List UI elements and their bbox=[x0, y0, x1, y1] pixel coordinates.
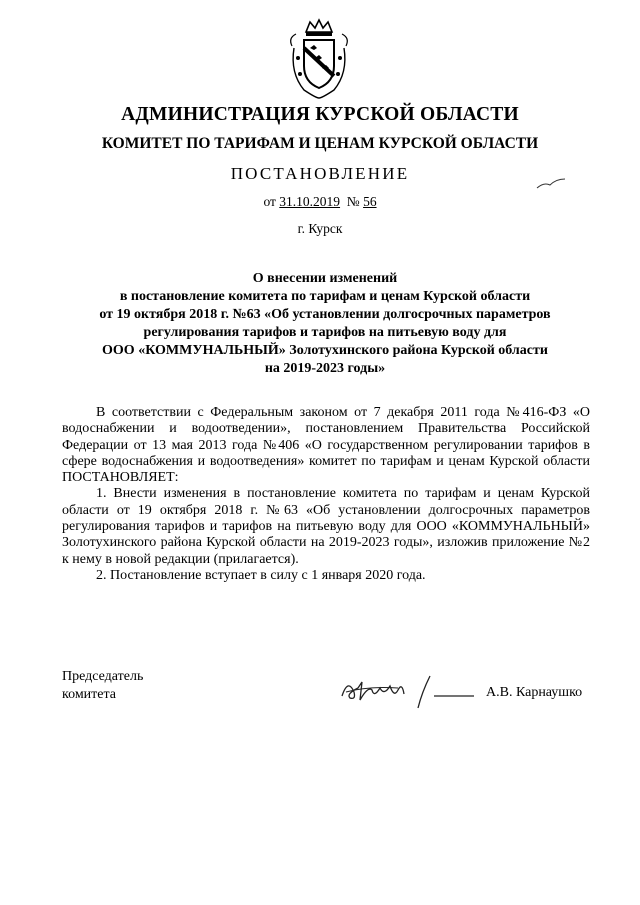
document-number: 56 bbox=[363, 194, 377, 209]
signer-position-line: комитета bbox=[62, 687, 117, 702]
title-line: в постановление комитета по тарифам и ценам Курской области bbox=[119, 289, 531, 304]
body-paragraph: В соответствии с Федеральным законом от 7 декабря 2011 года №416-ФЗ «О водоснабжении и водоотведении», постановлением Правительства Российской Федерации от 13 мая 2013 года №406 «О государственном регулировании тарифов в сфере водоснабжения и водоотведения» комитет по тарифам и ценам Курской области ПОСТАНОВЛЯЕТ: bbox=[62, 405, 590, 486]
document-place: г. Курск bbox=[297, 221, 343, 236]
signer-position bbox=[62, 668, 143, 704]
document-type: ПОСТАНОВЛЕНИЕ bbox=[230, 164, 410, 183]
title-line: ООО «КОММУНАЛЬНЫЙ» Золотухинского района Курской области bbox=[102, 343, 548, 358]
signer-position-line: Председатель bbox=[62, 669, 144, 684]
document-body bbox=[62, 405, 590, 584]
date-prefix: от bbox=[263, 194, 276, 209]
title-line: от 19 октября 2018 г. №63 «Об установлении долгосрочных параметров bbox=[99, 307, 551, 322]
body-paragraph: 2. Постановление вступает в силу с 1 января 2020 года. bbox=[96, 567, 426, 583]
handwritten-mark-icon bbox=[536, 176, 566, 190]
body-paragraph: 1. Внести изменения в постановление комитета по тарифам и ценам Курской области от 19 октября 2018 г. №63 «Об установлении долгосрочных параметров регулирования тарифов и тарифов на питьевую воду для ООО «КОММУНАЛЬНЫЙ» Золотухинского района Курской области на 2019-2023 годы», изложив приложение №2 к нему в новой редакции (прилагается). bbox=[62, 486, 590, 567]
document-date: 31.10.2019 bbox=[279, 194, 341, 209]
document-title bbox=[70, 270, 580, 378]
date-number-line bbox=[0, 194, 640, 210]
number-prefix: № bbox=[346, 194, 360, 209]
org-name-primary: АДМИНИСТРАЦИЯ КУРСКОЙ ОБЛАСТИ bbox=[121, 104, 519, 125]
org-name-secondary: КОМИТЕТ ПО ТАРИФАМ И ЦЕНАМ КУРСКОЙ ОБЛАСТИ bbox=[101, 135, 539, 152]
signer-name: А.В. Карнаушко bbox=[486, 685, 583, 700]
handwritten-signature-icon bbox=[338, 672, 474, 710]
coat-of-arms-icon bbox=[286, 18, 352, 100]
title-line: регулирования тарифов и тарифов на питьевую воду для bbox=[143, 325, 507, 340]
title-line: на 2019-2023 годы» bbox=[264, 361, 386, 376]
title-line: О внесении изменений bbox=[252, 271, 398, 286]
